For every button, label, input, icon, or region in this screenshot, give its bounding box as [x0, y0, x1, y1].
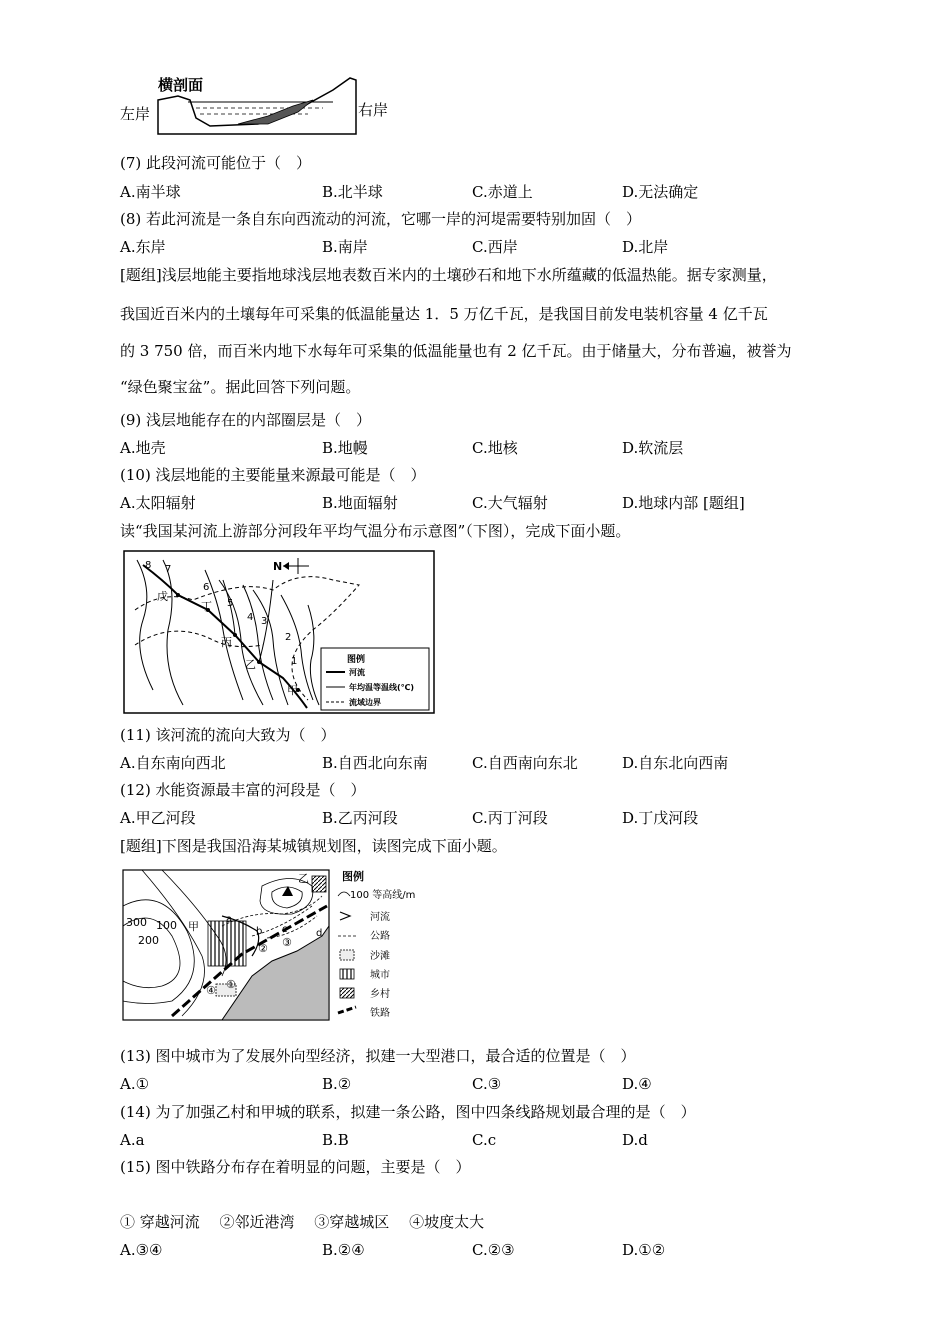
- option-a[interactable]: A.太阳辐射: [120, 494, 196, 512]
- option-d[interactable]: D.北岸: [622, 238, 669, 256]
- option-a[interactable]: A.地壳: [120, 439, 166, 457]
- option-c[interactable]: C.丙丁河段: [472, 809, 548, 827]
- question-7-stem: (7) 此段河流可能位于（ ）: [120, 154, 312, 172]
- option-d[interactable]: D.④: [622, 1075, 652, 1093]
- option-d[interactable]: D.①②: [622, 1241, 666, 1259]
- option-c[interactable]: C.西岸: [472, 238, 518, 256]
- question-13-options: [120, 1074, 880, 1094]
- question-7-options: [120, 182, 880, 202]
- cross-section-figure: [118, 72, 398, 138]
- place-label: 戊: [157, 590, 168, 603]
- isotherm-label: 6: [203, 582, 210, 593]
- option-c[interactable]: C.大气辐射: [472, 494, 548, 512]
- question-10-stem: (10) 浅层地能的主要能量来源最可能是（ ）: [120, 466, 426, 484]
- route-label: c: [282, 924, 288, 935]
- place-label: 甲: [287, 684, 298, 697]
- question-8-options: [120, 237, 880, 257]
- option-b[interactable]: B.南岸: [322, 238, 368, 256]
- place-label: 乙: [245, 658, 256, 671]
- option-a[interactable]: A.③④: [120, 1241, 163, 1259]
- place-label: 丁: [201, 600, 212, 613]
- legend-item: 公路: [370, 931, 390, 942]
- route-label: b: [256, 926, 263, 937]
- route-label: a: [226, 914, 233, 925]
- question-15-statements: ① 穿越河流 ②邻近港湾 ③穿越城区 ④坡度太大: [120, 1213, 485, 1231]
- group-1-text-line: 我国近百米内的土壤每年可采集的低温能量达 1．5 万亿千瓦，是我国目前发电装机容量 4 亿千瓦: [120, 305, 768, 323]
- question-13-stem: (13) 图中城市为了发展外向型经济，拟建一大型港口，最合适的位置是（ ）: [120, 1047, 636, 1065]
- isotherm-label: 3: [261, 616, 268, 627]
- group-1-text-line: 的 3 750 倍，而百米内地下水每年可采集的低温能量也有 2 亿千瓦。由于储量大，分布普遍，被誉为: [120, 342, 792, 360]
- option-a[interactable]: A.a: [120, 1131, 145, 1149]
- river-temperature-map: [123, 550, 435, 714]
- question-15-stem: (15) 图中铁路分布存在着明显的问题，主要是（ ）: [120, 1158, 471, 1176]
- question-11-stem: (11) 该河流的流向大致为（ ）: [120, 726, 336, 744]
- legend-item: 年均温等温线(℃): [349, 683, 414, 692]
- isotherm-label: 1: [291, 656, 298, 667]
- contour-label: 100: [156, 919, 177, 932]
- site-marker: ④: [206, 984, 216, 997]
- isotherm-label: 7: [165, 564, 172, 575]
- question-9-stem: (9) 浅层地能存在的内部圈层是（ ）: [120, 411, 372, 429]
- legend-item: 城市: [370, 970, 390, 981]
- option-c[interactable]: C.②③: [472, 1241, 515, 1259]
- option-b[interactable]: B.②④: [322, 1241, 365, 1259]
- option-b[interactable]: B.乙丙河段: [322, 809, 398, 827]
- option-b[interactable]: B.B: [322, 1131, 349, 1149]
- option-d[interactable]: D.d: [622, 1131, 648, 1149]
- legend-title: 图例: [347, 655, 366, 665]
- question-14-stem: (14) 为了加强乙村和甲城的联系，拟建一条公路，图中四条线路规划最合理的是（ ）: [120, 1103, 696, 1121]
- legend-item: 乡村: [370, 989, 390, 1000]
- site-marker: ①: [226, 978, 236, 991]
- contour-label: 300: [126, 916, 147, 929]
- option-a[interactable]: A.①: [120, 1075, 150, 1093]
- question-9-options: [120, 438, 880, 458]
- option-d[interactable]: D.地球内部 [题组]: [622, 494, 745, 512]
- legend-item: 河流: [370, 912, 390, 923]
- option-a[interactable]: A.甲乙河段: [120, 809, 196, 827]
- town-planning-map: [122, 866, 434, 1026]
- sediment-deposit: [238, 100, 313, 124]
- option-b[interactable]: B.地幔: [322, 439, 368, 457]
- group-1-text-line: “绿色聚宝盆”。据此回答下列问题。: [120, 378, 361, 396]
- route-label: d: [316, 928, 323, 939]
- option-a[interactable]: A.自东南向西北: [120, 754, 226, 772]
- question-15-options: [120, 1240, 880, 1260]
- isotherm-label: 5: [227, 598, 234, 609]
- left-bank-label: 左岸: [120, 105, 151, 123]
- option-c[interactable]: C.赤道上: [472, 183, 533, 201]
- isotherm-label: 8: [145, 560, 152, 571]
- legend-item: 100 等高线/m: [350, 890, 416, 901]
- legend-item: 铁路: [370, 1008, 390, 1019]
- right-bank-label: 右岸: [358, 101, 389, 119]
- north-indicator: N: [273, 560, 283, 573]
- question-10-options: [120, 493, 880, 513]
- option-b[interactable]: B.自西北向东南: [322, 754, 428, 772]
- contour-label: 200: [138, 934, 159, 947]
- group-1-text-line: [题组]浅层地能主要指地球浅层地表数百米内的土壤砂石和地下水所蕴藏的低温热能。据专家测量，: [120, 266, 777, 284]
- option-d[interactable]: D.无法确定: [622, 183, 699, 201]
- option-d[interactable]: D.丁戊河段: [622, 809, 699, 827]
- question-11-options: [120, 753, 880, 773]
- option-b[interactable]: B.②: [322, 1075, 352, 1093]
- option-c[interactable]: C.自西南向东北: [472, 754, 578, 772]
- place-label: 丙: [221, 636, 232, 649]
- option-c[interactable]: C.③: [472, 1075, 502, 1093]
- option-c[interactable]: C.地核: [472, 439, 518, 457]
- legend-title: 图例: [342, 870, 364, 883]
- question-12-stem: (12) 水能资源最丰富的河段是（ ）: [120, 781, 366, 799]
- legend-item: 河流: [349, 668, 365, 677]
- option-b[interactable]: B.北半球: [322, 183, 383, 201]
- place-label: 甲: [188, 920, 199, 933]
- site-marker: ③: [282, 936, 292, 949]
- intro-3: [题组]下图是我国沿海某城镇规划图，读图完成下面小题。: [120, 837, 507, 855]
- place-label: 乙: [298, 872, 309, 885]
- site-marker: ②: [258, 942, 268, 955]
- option-d[interactable]: D.自东北向西南: [622, 754, 729, 772]
- legend-item: 流域边界: [349, 698, 381, 707]
- option-c[interactable]: C.c: [472, 1131, 497, 1149]
- question-8-stem: (8) 若此河流是一条自东向西流动的河流，它哪一岸的河堤需要特别加固（ ）: [120, 210, 642, 228]
- option-b[interactable]: B.地面辐射: [322, 494, 398, 512]
- isotherm-label: 2: [285, 632, 292, 643]
- legend-item: 沙滩: [370, 951, 390, 962]
- isotherm-label: 4: [247, 612, 254, 623]
- option-a[interactable]: A.东岸: [120, 238, 166, 256]
- option-d[interactable]: D.软流层: [622, 439, 684, 457]
- question-12-options: [120, 808, 880, 828]
- option-a[interactable]: A.南半球: [120, 183, 181, 201]
- intro-2: 读“我国某河流上游部分河段年平均气温分布示意图”（下图），完成下面小题。: [120, 522, 631, 540]
- question-14-options: [120, 1130, 880, 1150]
- cross-section-title: 横剖面: [158, 76, 204, 94]
